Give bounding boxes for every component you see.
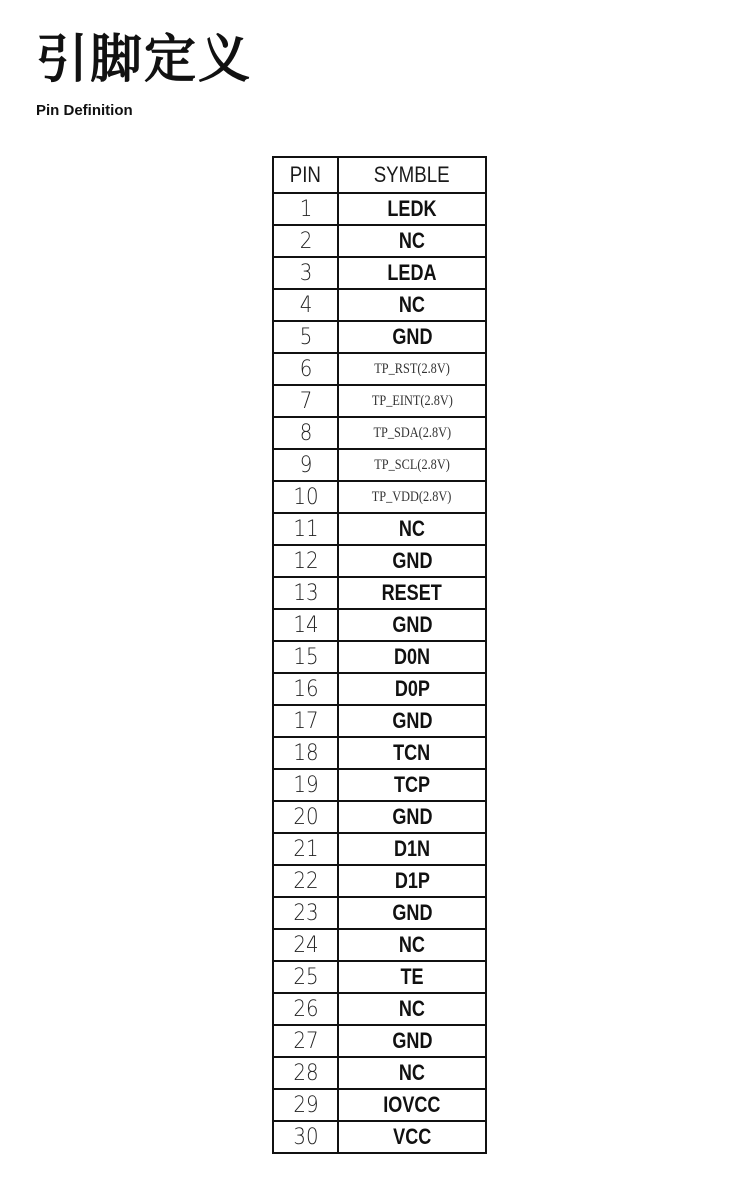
column-header-pin: [273, 157, 338, 193]
pin-number: 10: [292, 484, 319, 510]
pin-symbol-cell: [338, 1025, 486, 1057]
pin-number: 24: [292, 932, 319, 958]
page-title: 引脚定义: [36, 30, 253, 90]
table-row: [273, 353, 486, 385]
pin-symbol-cell: [338, 673, 486, 705]
table-row: [273, 897, 486, 929]
table-row: [273, 545, 486, 577]
pin-number-cell: [273, 993, 338, 1025]
pin-symbol-cell: [338, 609, 486, 641]
pin-number: 27: [292, 1028, 319, 1054]
pin-symbol-cell: [338, 289, 486, 321]
pin-number: 2: [299, 228, 312, 254]
pin-symbol-cell: [338, 769, 486, 801]
pin-number-cell: [273, 353, 338, 385]
pin-symbol-cell: [338, 929, 486, 961]
table-row: [273, 961, 486, 993]
pin-number: 17: [292, 708, 319, 734]
table-row: [273, 705, 486, 737]
pin-number: 29: [292, 1092, 319, 1118]
pin-symbol-cell: [338, 321, 486, 353]
pin-symbol-cell: [338, 481, 486, 513]
page-subtitle: Pin Definition: [36, 102, 133, 119]
pin-symbol: VCC: [392, 1124, 432, 1149]
pin-number-cell: [273, 513, 338, 545]
pin-number: 19: [292, 772, 319, 798]
pin-number: 11: [292, 516, 319, 542]
pin-symbol-cell: [338, 257, 486, 289]
pin-symbol-cell: [338, 449, 486, 481]
pin-symbol-cell: [338, 865, 486, 897]
pin-number-cell: [273, 1057, 338, 1089]
pin-symbol: IOVCC: [383, 1092, 441, 1117]
table-row: [273, 609, 486, 641]
table-row: [273, 225, 486, 257]
pin-symbol: TE: [400, 964, 424, 989]
pin-number-cell: [273, 705, 338, 737]
pin-number: 13: [292, 580, 319, 606]
pin-number: 3: [299, 260, 312, 286]
table-row: [273, 1089, 486, 1121]
pin-symbol-cell: [338, 641, 486, 673]
pin-symbol: D1P: [394, 868, 430, 893]
pin-symbol: GND: [391, 804, 433, 829]
pin-number-cell: [273, 577, 338, 609]
pin-symbol: TP_SDA(2.8V): [373, 424, 451, 441]
pin-number-cell: [273, 193, 338, 225]
pin-symbol-cell: [338, 577, 486, 609]
pin-symbol: NC: [398, 1060, 426, 1085]
pin-number-cell: [273, 449, 338, 481]
pin-number: 18: [292, 740, 319, 766]
pin-definition-table: [272, 156, 487, 1154]
column-header-symbol: [338, 157, 486, 193]
pin-symbol: NC: [398, 228, 426, 253]
table-row: [273, 737, 486, 769]
table-row: [273, 577, 486, 609]
pin-symbol: GND: [391, 548, 433, 573]
table-row: [273, 865, 486, 897]
table-row: [273, 289, 486, 321]
pin-number-cell: [273, 321, 338, 353]
pin-symbol: TP_RST(2.8V): [374, 360, 450, 377]
pin-symbol: D1N: [393, 836, 431, 861]
pin-number: 16: [292, 676, 319, 702]
pin-symbol: GND: [391, 1028, 433, 1053]
table-row: [273, 929, 486, 961]
pin-symbol: NC: [398, 996, 426, 1021]
pin-number: 20: [292, 804, 319, 830]
table-body: [273, 193, 486, 1153]
table-row: [273, 833, 486, 865]
pin-number: 8: [299, 420, 312, 446]
pin-number-cell: [273, 481, 338, 513]
pin-symbol: TCN: [393, 740, 431, 765]
pin-symbol-cell: [338, 993, 486, 1025]
pin-symbol-cell: [338, 833, 486, 865]
pin-symbol: TCP: [393, 772, 431, 797]
pin-number-cell: [273, 769, 338, 801]
column-header-symbol-label: SYMBLE: [374, 162, 450, 187]
pin-symbol-cell: [338, 801, 486, 833]
pin-symbol-cell: [338, 193, 486, 225]
pin-number-cell: [273, 289, 338, 321]
pin-symbol: LEDK: [387, 196, 437, 221]
table-row: [273, 481, 486, 513]
pin-number: 5: [299, 324, 312, 350]
pin-number-cell: [273, 865, 338, 897]
table-row: [273, 417, 486, 449]
pin-number-cell: [273, 225, 338, 257]
pin-number: 26: [292, 996, 319, 1022]
pin-number: 6: [299, 356, 312, 382]
pin-symbol: GND: [391, 612, 433, 637]
pin-symbol-cell: [338, 737, 486, 769]
pin-number-cell: [273, 545, 338, 577]
table-header-row: [273, 157, 486, 193]
pin-symbol-cell: [338, 1121, 486, 1153]
pin-number-cell: [273, 929, 338, 961]
pin-symbol-cell: [338, 225, 486, 257]
column-header-pin-label: PIN: [289, 162, 322, 187]
pin-number: 15: [292, 644, 319, 670]
pin-symbol-cell: [338, 353, 486, 385]
pin-symbol: NC: [398, 292, 426, 317]
pin-symbol: GND: [391, 708, 433, 733]
table-row: [273, 1121, 486, 1153]
table-row: [273, 1057, 486, 1089]
pin-symbol: LEDA: [387, 260, 437, 285]
pin-number-cell: [273, 385, 338, 417]
pin-symbol-cell: [338, 1089, 486, 1121]
pin-symbol: NC: [398, 516, 426, 541]
pin-symbol: D0P: [394, 676, 430, 701]
pin-number-cell: [273, 417, 338, 449]
table-row: [273, 673, 486, 705]
pin-number: 12: [292, 548, 319, 574]
pin-number: 1: [299, 196, 312, 222]
table-row: [273, 321, 486, 353]
pin-definition-table-container: [272, 156, 485, 1154]
pin-number-cell: [273, 833, 338, 865]
pin-number: 23: [292, 900, 319, 926]
pin-symbol: GND: [391, 324, 433, 349]
pin-symbol: TP_VDD(2.8V): [372, 488, 452, 505]
pin-symbol-cell: [338, 513, 486, 545]
pin-number: 14: [292, 612, 319, 638]
pin-number: 30: [292, 1124, 319, 1150]
table-row: [273, 1025, 486, 1057]
pin-symbol-cell: [338, 897, 486, 929]
pin-symbol: TP_EINT(2.8V): [371, 392, 453, 409]
pin-number: 28: [292, 1060, 319, 1086]
pin-number-cell: [273, 257, 338, 289]
pin-number-cell: [273, 673, 338, 705]
table-row: [273, 769, 486, 801]
table-row: [273, 257, 486, 289]
table-row: [273, 193, 486, 225]
pin-number: 21: [292, 836, 319, 862]
table-row: [273, 513, 486, 545]
pin-number-cell: [273, 1025, 338, 1057]
pin-symbol-cell: [338, 961, 486, 993]
pin-number: 4: [299, 292, 312, 318]
pin-number-cell: [273, 961, 338, 993]
pin-number-cell: [273, 1121, 338, 1153]
pin-symbol-cell: [338, 385, 486, 417]
pin-number: 9: [299, 452, 312, 478]
pin-symbol: RESET: [381, 580, 443, 605]
table-row: [273, 385, 486, 417]
pin-symbol: GND: [391, 900, 433, 925]
pin-symbol: NC: [398, 932, 426, 957]
table-row: [273, 641, 486, 673]
pin-number: 7: [299, 388, 312, 414]
pin-number-cell: [273, 609, 338, 641]
pin-symbol: D0N: [393, 644, 431, 669]
pin-symbol-cell: [338, 417, 486, 449]
table-row: [273, 801, 486, 833]
pin-number-cell: [273, 737, 338, 769]
pin-symbol-cell: [338, 545, 486, 577]
pin-number: 22: [292, 868, 319, 894]
pin-number-cell: [273, 897, 338, 929]
pin-number-cell: [273, 641, 338, 673]
pin-symbol-cell: [338, 1057, 486, 1089]
pin-symbol: TP_SCL(2.8V): [374, 456, 450, 473]
pin-symbol-cell: [338, 705, 486, 737]
pin-number-cell: [273, 801, 338, 833]
pin-number: 25: [292, 964, 319, 990]
pin-number-cell: [273, 1089, 338, 1121]
table-row: [273, 449, 486, 481]
table-row: [273, 993, 486, 1025]
